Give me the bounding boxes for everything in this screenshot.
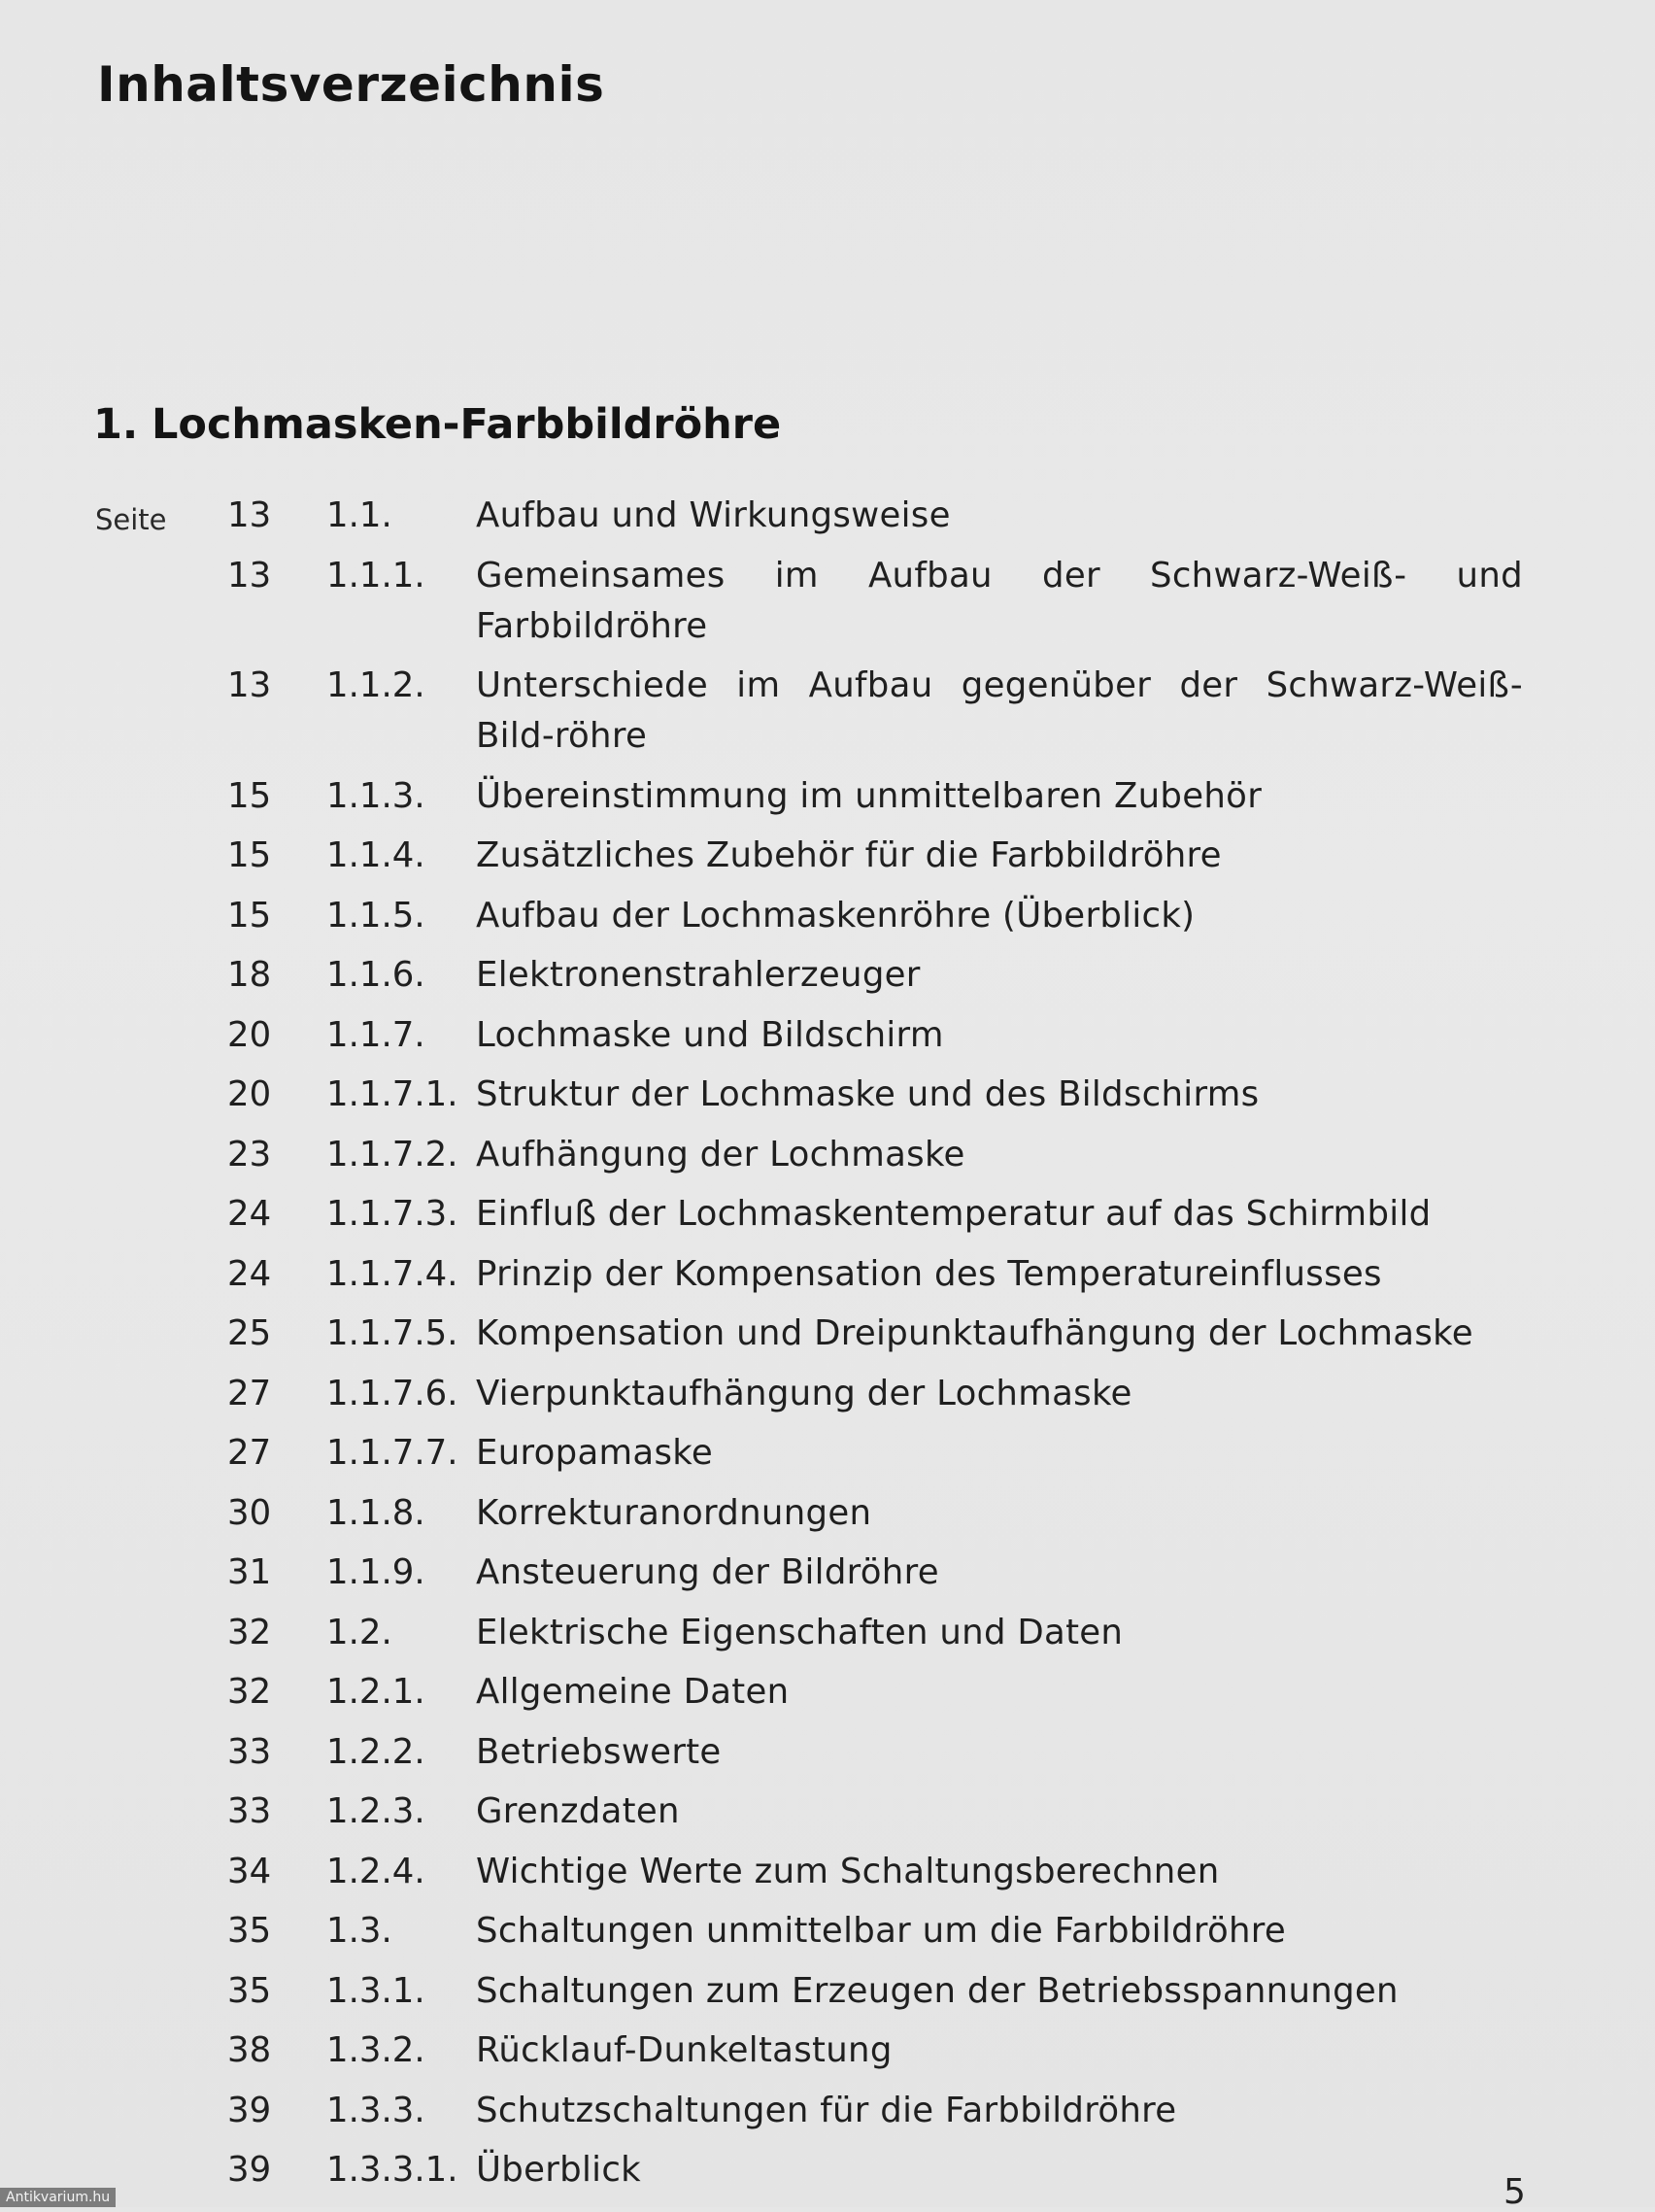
- watermark: Antikvarium.hu: [0, 2188, 116, 2207]
- toc-entry: [0, 1010, 1655, 1061]
- toc-entry-page: 35: [227, 1970, 272, 2011]
- toc-entry-section: 1.1.1.: [326, 555, 425, 596]
- toc-entry-section: 1.1.7.6.: [326, 1373, 458, 1413]
- toc-entry-section: 1.2.3.: [326, 1791, 425, 1831]
- toc-entry: [0, 891, 1655, 941]
- toc-entry-page: 35: [227, 1911, 272, 1951]
- toc-entry-page: 18: [227, 955, 272, 995]
- toc-entry-page: 13: [227, 555, 272, 596]
- toc-entry: [0, 1309, 1655, 1359]
- toc-entry-section: 1.1.3.: [326, 775, 425, 816]
- toc-entry-page: 32: [227, 1612, 272, 1652]
- toc-entry-section: 1.1.: [326, 495, 392, 535]
- toc-entry-title: Grenzdaten: [476, 1791, 680, 1831]
- toc-entry-section: 1.1.6.: [326, 955, 425, 995]
- toc-entry-section: 1.3.2.: [326, 2030, 425, 2070]
- toc-entry: [0, 1249, 1655, 1300]
- toc-entry-title: Zusätzliches Zubehör für die Farbbildröhre: [476, 835, 1222, 875]
- toc-entry-page: 33: [227, 1731, 272, 1772]
- toc-entry-title: Korrekturanordnungen: [476, 1492, 872, 1533]
- chapter-number: 1.: [93, 400, 139, 449]
- toc-entry-title: Aufhängung der Lochmaske: [476, 1134, 965, 1174]
- toc-entry-title: Einfluß der Lochmaskentemperatur auf das Schirmbild: [476, 1194, 1432, 1234]
- toc-entry-title: Aufbau der Lochmaskenröhre (Überblick): [476, 895, 1196, 936]
- toc-list: [0, 491, 1655, 2205]
- toc-entry: [0, 1070, 1655, 1120]
- toc-entry-title: Überblick: [476, 2150, 641, 2190]
- toc-entry-title: Elektronenstrahlerzeuger: [476, 955, 921, 995]
- toc-entry: [0, 1966, 1655, 2017]
- chapter-heading: [93, 400, 781, 449]
- toc-entry: [0, 771, 1655, 822]
- toc-entry-title: Aufbau und Wirkungsweise: [476, 495, 951, 535]
- toc-entry-page: 32: [227, 1672, 272, 1712]
- toc-entry-title: Übereinstimmung im unmittelbaren Zubehör: [476, 775, 1263, 816]
- toc-entry-title: Europamaske: [476, 1433, 714, 1473]
- toc-entry-section: 1.2.2.: [326, 1731, 425, 1772]
- toc-entry-title: Schaltungen zum Erzeugen der Betriebsspannungen: [476, 1970, 1399, 2011]
- toc-entry-page: 25: [227, 1313, 272, 1353]
- toc-entry-page: 15: [227, 835, 272, 875]
- toc-entry: [0, 1548, 1655, 1598]
- toc-entry-section: 1.1.4.: [326, 835, 425, 875]
- toc-entry: [0, 1189, 1655, 1240]
- toc-entry: [0, 1608, 1655, 1658]
- toc-entry-title: Elektrische Eigenschaften und Daten: [476, 1612, 1124, 1652]
- toc-entry-section: 1.1.9.: [326, 1552, 425, 1592]
- toc-entry-section: 1.2.: [326, 1612, 392, 1652]
- toc-entry: [0, 831, 1655, 881]
- toc-entry-section: 1.3.1.: [326, 1970, 425, 2011]
- toc-entry-title: Vierpunktaufhängung der Lochmaske: [476, 1373, 1132, 1413]
- toc-entry-section: 1.2.4.: [326, 1851, 425, 1891]
- toc-entry: [0, 1369, 1655, 1419]
- toc-entry-page: 24: [227, 1194, 272, 1234]
- toc-entry-page: 20: [227, 1074, 272, 1114]
- toc-entry: [0, 1667, 1655, 1718]
- toc-entry-section: 1.1.7.3.: [326, 1194, 458, 1234]
- toc-entry: [0, 1130, 1655, 1180]
- toc-entry-section: 1.1.7.: [326, 1014, 425, 1055]
- toc-entry: [0, 2086, 1655, 2136]
- toc-entry-title: Kompensation und Dreipunktaufhängung der Lochmaske: [476, 1313, 1473, 1353]
- toc-entry-title: Ansteuerung der Bildröhre: [476, 1552, 939, 1592]
- toc-entry: [0, 2025, 1655, 2076]
- toc-entry-page: 39: [227, 2150, 272, 2190]
- toc-entry-page: 20: [227, 1014, 272, 1055]
- toc-entry: [0, 661, 1655, 762]
- toc-entry-section: 1.1.8.: [326, 1492, 425, 1533]
- toc-entry-page: 34: [227, 1851, 272, 1891]
- toc-entry-page: 38: [227, 2030, 272, 2070]
- toc-entry-title: Rücklauf-Dunkeltastung: [476, 2030, 893, 2070]
- toc-entry-page: 31: [227, 1552, 272, 1592]
- toc-entry: [0, 491, 1655, 541]
- toc-entry-title: Unterschiede im Aufbau gegenüber der Schwarz-Weiß-Bild-röhre: [476, 665, 1523, 756]
- toc-entry-section: 1.1.5.: [326, 895, 425, 936]
- toc-entry-page: 24: [227, 1253, 272, 1294]
- toc-entry-section: 1.1.2.: [326, 665, 425, 705]
- toc-entry-title: Prinzip der Kompensation des Temperatureinflusses: [476, 1253, 1382, 1294]
- toc-entry-title: Lochmaske und Bildschirm: [476, 1014, 944, 1055]
- toc-entry-page: 23: [227, 1134, 272, 1174]
- toc-entry-page: 27: [227, 1373, 272, 1413]
- toc-entry-section: 1.3.3.1.: [326, 2150, 458, 2190]
- toc-entry-page: 39: [227, 2090, 272, 2130]
- toc-entry: [0, 950, 1655, 1001]
- toc-entry-page: 15: [227, 775, 272, 816]
- toc-entry-title: Wichtige Werte zum Schaltungsberechnen: [476, 1851, 1220, 1891]
- toc-entry: [0, 1428, 1655, 1479]
- toc-entry-page: 27: [227, 1433, 272, 1473]
- toc-entry-title: Schutzschaltungen für die Farbbildröhre: [476, 2090, 1177, 2130]
- toc-entry-section: 1.1.7.2.: [326, 1134, 458, 1174]
- page-title: Inhaltsverzeichnis: [97, 56, 605, 113]
- toc-entry-section: 1.3.3.: [326, 2090, 425, 2130]
- toc-entry-section: 1.1.7.7.: [326, 1433, 458, 1473]
- toc-entry: [0, 551, 1655, 652]
- toc-entry-title: Betriebswerte: [476, 1731, 722, 1772]
- toc-entry-section: 1.1.7.4.: [326, 1253, 458, 1294]
- toc-entry-title: Allgemeine Daten: [476, 1672, 790, 1712]
- toc-entry-page: 15: [227, 895, 272, 936]
- toc-entry-section: 1.3.: [326, 1911, 392, 1951]
- toc-entry: [0, 1727, 1655, 1778]
- toc-entry-title: Gemeinsames im Aufbau der Schwarz-Weiß- und Farbbildröhre: [476, 555, 1523, 646]
- chapter-title: Lochmasken-Farbbildröhre: [152, 400, 782, 449]
- toc-entry-page: 33: [227, 1791, 272, 1831]
- toc-entry: [0, 1906, 1655, 1957]
- toc-entry-section: 1.1.7.1.: [326, 1074, 458, 1114]
- toc-entry: [0, 1847, 1655, 1897]
- toc-entry: [0, 1488, 1655, 1539]
- toc-entry: [0, 2145, 1655, 2195]
- toc-entry-page: 13: [227, 665, 272, 705]
- toc-entry-page: 13: [227, 495, 272, 535]
- toc-entry: [0, 1787, 1655, 1837]
- page-number: 5: [1503, 2172, 1526, 2212]
- toc-entry-title: Struktur der Lochmaske und des Bildschirms: [476, 1074, 1260, 1114]
- toc-entry-section: 1.2.1.: [326, 1672, 425, 1712]
- toc-entry-title: Schaltungen unmittelbar um die Farbbildröhre: [476, 1911, 1287, 1951]
- toc-entry-page: 30: [227, 1492, 272, 1533]
- page-column-label: Seite: [95, 503, 167, 536]
- toc-entry-section: 1.1.7.5.: [326, 1313, 458, 1353]
